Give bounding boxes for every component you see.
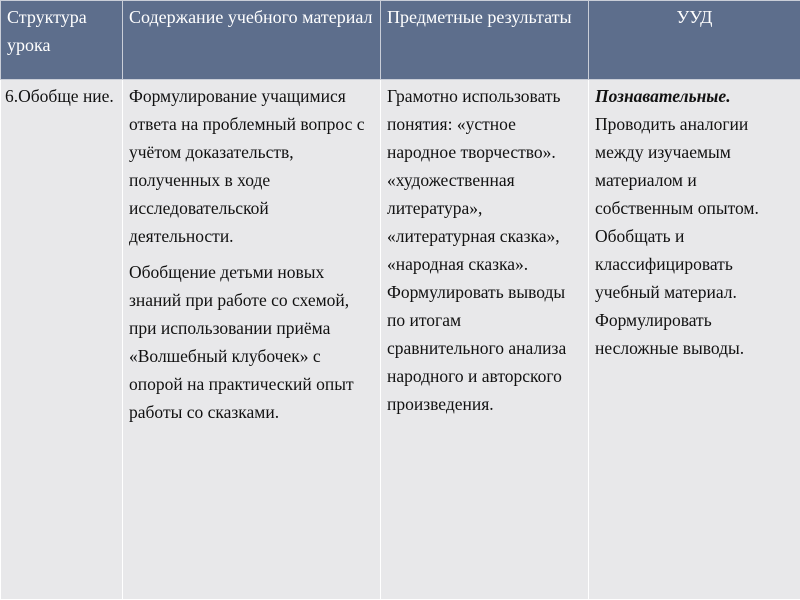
table-row	[1, 80, 800, 600]
header-content: Содержание учебного материал	[123, 1, 381, 80]
content-paragraph: Формулирование учащимися ответа на проблемный вопрос с учётом доказательств, полученных в ходе исследовательской деятельности.	[129, 86, 365, 246]
cell-content	[123, 80, 381, 600]
table-header-row	[1, 1, 800, 80]
content-paragraph: Обобщение детьми новых знаний при работе со схемой, при использовании приёма «Волшебный клубочек» с опорой на практический опыт работы со сказками.	[129, 262, 354, 422]
cell-results: Грамотно использовать понятия: «устное народное творчество». «художественная литература», «литературная сказка», «народная сказка». Формулировать выводы по итогам сравнительного анализа народного и авторского произведения.	[381, 80, 589, 600]
header-uud: УУД	[589, 1, 800, 80]
header-results: Предметные результаты	[381, 1, 589, 80]
cell-uud	[589, 80, 800, 600]
header-structure: Структура урока	[1, 1, 123, 80]
uud-heading: Познавательные.	[595, 86, 731, 106]
cell-structure: 6.Обобще ние.	[1, 80, 123, 600]
uud-text: Проводить аналогии между изучаемым материалом и собственным опытом. Обобщать и классифицировать учебный материал. Формулировать несложные выводы.	[595, 114, 759, 358]
